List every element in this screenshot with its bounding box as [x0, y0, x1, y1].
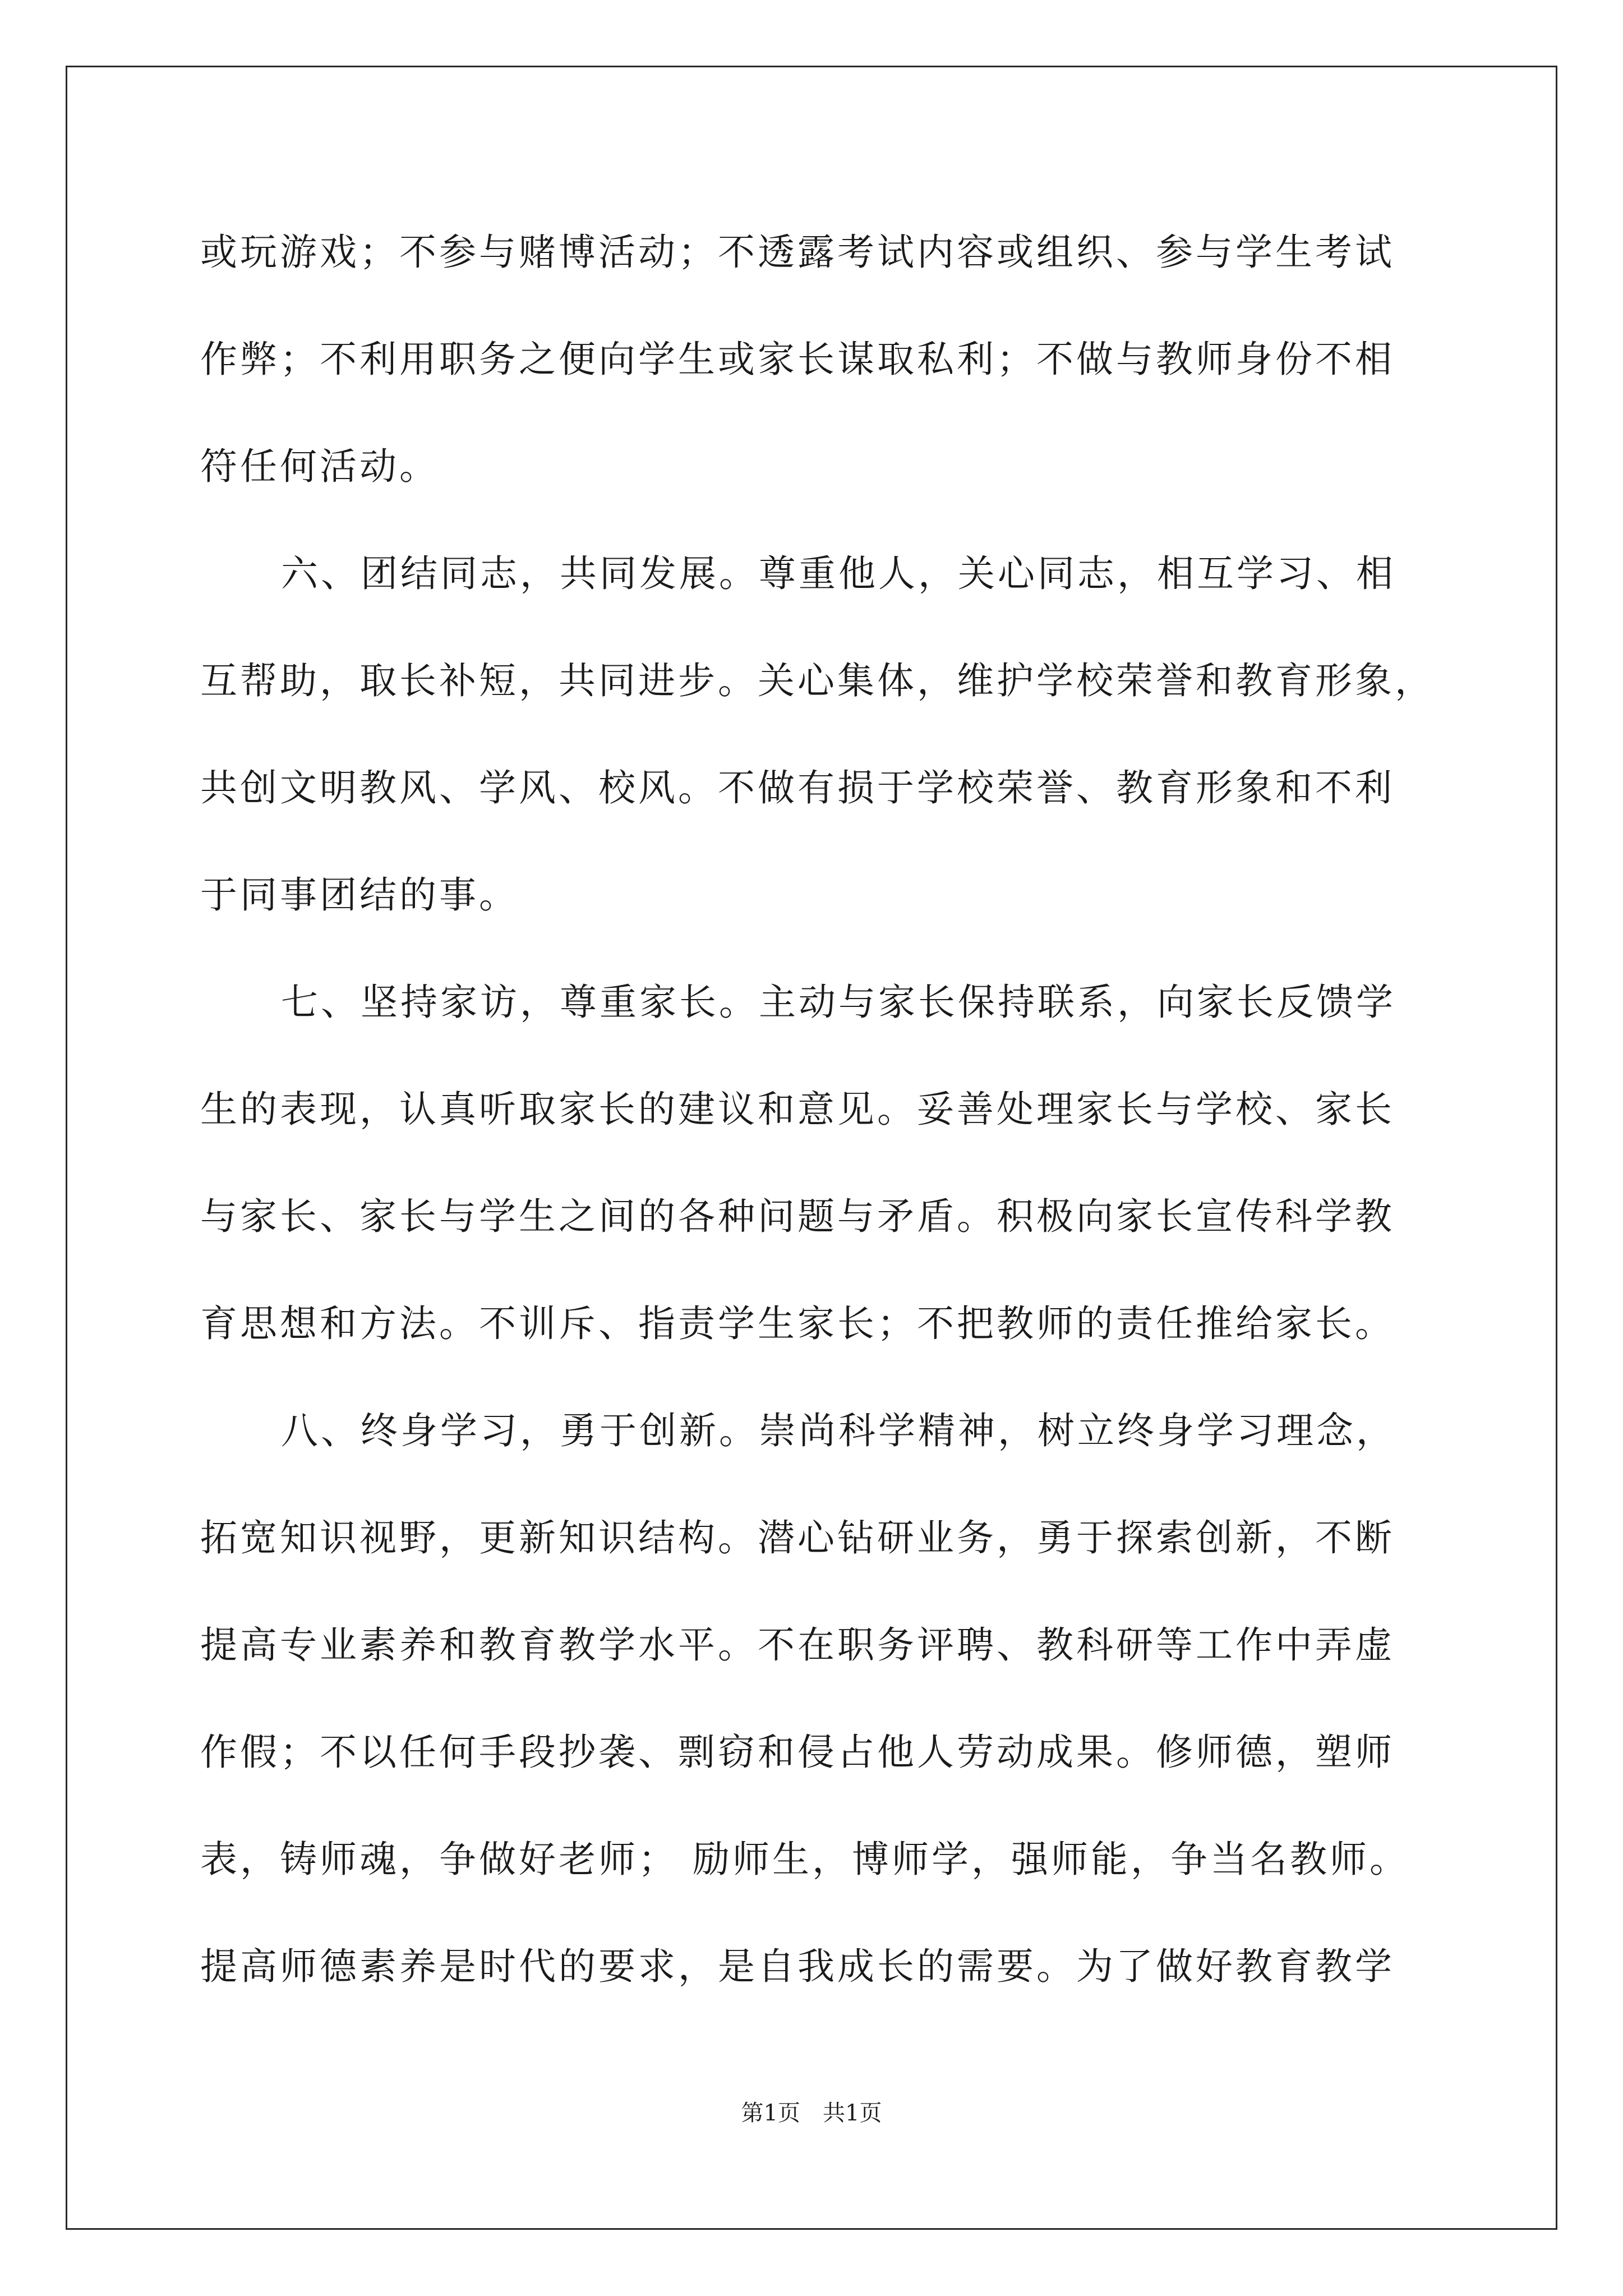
text-line: 于同事团结的事。: [200, 873, 519, 917]
paragraph-start-line: 七、坚持家访，尊重家长。主动与家长保持联系，向家长反馈学: [281, 981, 1396, 1024]
text-line: 或玩游戏；不参与赌博活动；不透露考试内容或组织、参与学生考试: [200, 231, 1395, 274]
text-line: 与家长、家长与学生之间的各种问题与矛盾。积极向家长宣传科学教: [200, 1195, 1395, 1238]
text-line: 作弊；不利用职务之便向学生或家长谋取私利；不做与教师身份不相: [200, 338, 1395, 381]
text-line: 互帮助，取长补短，共同进步。关心集体，维护学校荣誉和教育形象，: [200, 659, 1435, 702]
text-line: 作假；不以任何手段抄袭、剽窃和侵占他人劳动成果。修师德，塑师: [200, 1731, 1395, 1774]
text-line: 共创文明教风、学风、校风。不做有损于学校荣誉、教育形象和不利: [200, 766, 1395, 809]
paragraph-start-line: 八、终身学习，勇于创新。崇尚科学精神，树立终身学习理念，: [281, 1409, 1396, 1452]
document-body: [200, 222, 1456, 2043]
text-line: 提高师德素养是时代的要求，是自我成长的需要。为了做好教育教学: [200, 1945, 1395, 1988]
page-number-footer: 第1页 共1页: [741, 2100, 882, 2126]
paragraph-start-line: 六、团结同志，共同发展。尊重他人，关心同志，相互学习、相: [281, 552, 1396, 595]
text-line: 提高专业素养和教育教学水平。不在职务评聘、教科研等工作中弄虚: [200, 1623, 1395, 1667]
text-line: 表，铸师魂，争做好老师； 励师生，博师学，强师能，争当名教师。: [200, 1838, 1409, 1881]
text-line: 符任何活动。: [200, 445, 439, 488]
text-line: 拓宽知识视野，更新知识结构。潜心钻研业务，勇于探索创新，不断: [200, 1516, 1395, 1559]
text-line: 生的表现，认真听取家长的建议和意见。妥善处理家长与学校、家长: [200, 1088, 1395, 1131]
text-line: 育思想和方法。不训斥、指责学生家长；不把教师的责任推给家长。: [200, 1302, 1395, 1345]
